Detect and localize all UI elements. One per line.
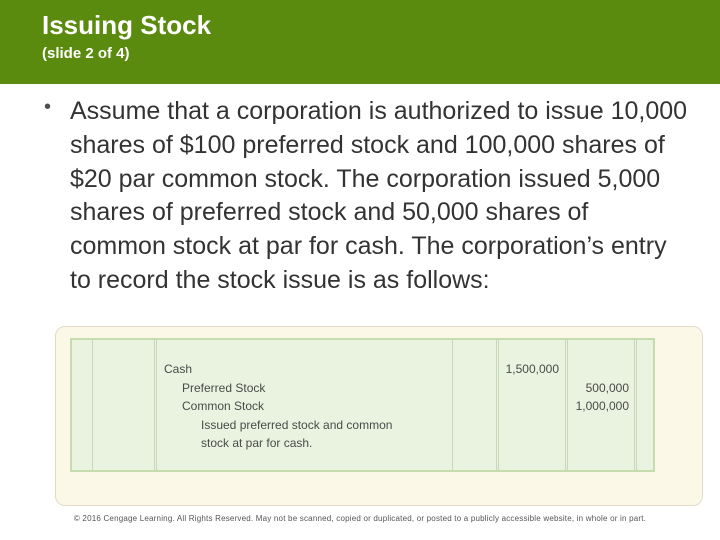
slide-header bbox=[0, 0, 720, 84]
column-divider bbox=[92, 340, 93, 470]
journal-entry-table bbox=[70, 338, 655, 472]
slide-title: Issuing Stock bbox=[42, 10, 212, 40]
column-divider bbox=[156, 340, 157, 470]
column-divider bbox=[154, 340, 155, 470]
column-divider bbox=[634, 340, 635, 470]
journal-credit-preferred-stock: 500,000 bbox=[585, 381, 629, 395]
journal-account-preferred-stock: Preferred Stock bbox=[182, 381, 266, 395]
slide-subtitle: (slide 2 of 4) bbox=[42, 45, 130, 62]
journal-debit-cash: 1,500,000 bbox=[505, 362, 559, 376]
journal-account-common-stock: Common Stock bbox=[182, 399, 265, 413]
journal-explanation-line-2: stock at par for cash. bbox=[201, 436, 313, 450]
column-divider bbox=[496, 340, 497, 470]
copyright-footer: © 2016 Cengage Learning. All Rights Reserved. May not be scanned, copied or duplicated, or posted to a publicly accessible website, in whole or in part. bbox=[73, 514, 647, 523]
bullet-marker: • bbox=[44, 96, 52, 118]
journal-credit-common-stock: 1,000,000 bbox=[575, 399, 629, 413]
bullet-text: Assume that a corporation is authorized to issue 10,000 shares of $100 preferred stock and 100,000 shares of $20 par common stock. The corporation issued 5,000 shares of preferred stock and 50,000 shares of common stock at par for cash. The corporation’s entry to record the stock issue is as follows: bbox=[70, 97, 688, 294]
journal-account-cash: Cash bbox=[164, 362, 193, 376]
column-divider bbox=[452, 340, 453, 470]
column-divider bbox=[498, 340, 499, 470]
column-divider bbox=[636, 340, 637, 470]
journal-explanation-line-1: Issued preferred stock and common bbox=[201, 418, 393, 432]
